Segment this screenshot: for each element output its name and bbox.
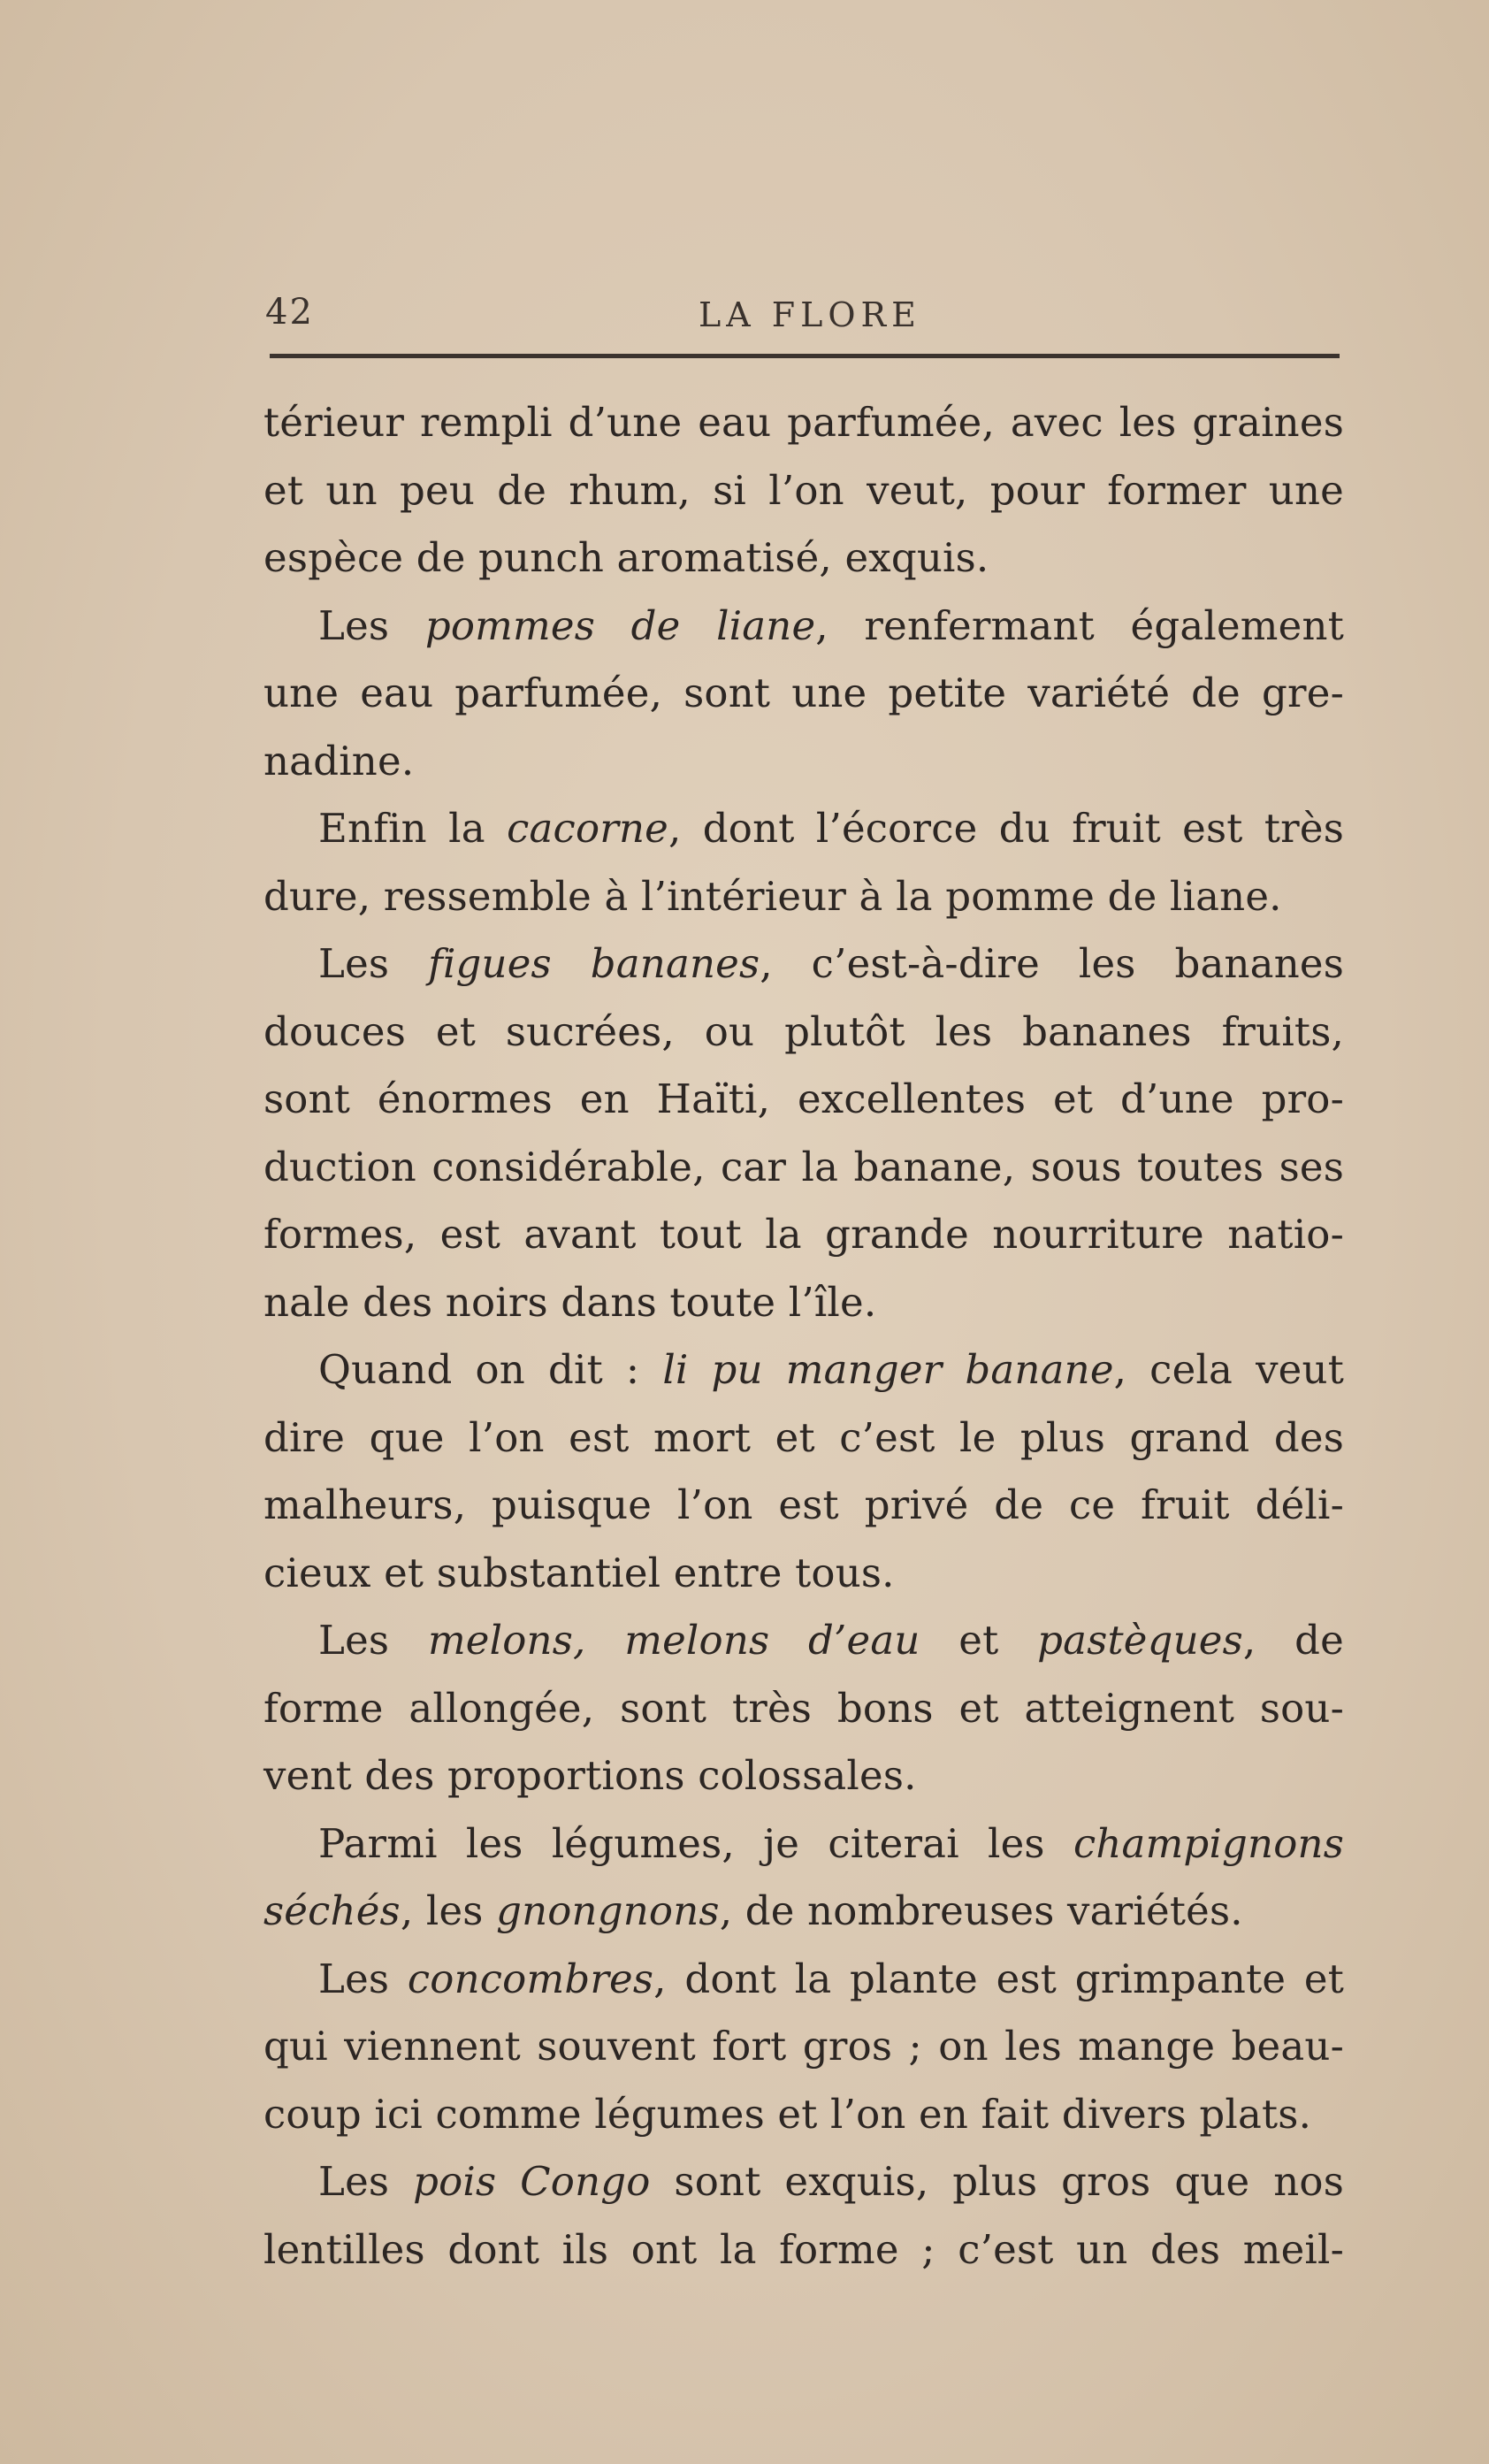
text-line: forme allongée, sont très bons et atteignent sou- bbox=[263, 1684, 1344, 1732]
text-segment: , dont la plante est grimpante et bbox=[653, 1955, 1344, 2002]
italic-term: concombres bbox=[407, 1955, 654, 2002]
text-line: nale des noirs dans toute l’île. bbox=[263, 1278, 877, 1326]
text-line: térieur rempli d’une eau parfumée, avec les graines bbox=[263, 399, 1344, 446]
text-line: lentilles dont ils ont la forme ; c’est un des meil- bbox=[263, 2225, 1344, 2273]
text-segment: , les bbox=[400, 1887, 497, 1934]
text-line bbox=[263, 2148, 1344, 2216]
text-line: coup ici comme légumes et l’on en fait divers plats. bbox=[263, 2090, 1312, 2138]
italic-term: li pu manger banane bbox=[662, 1346, 1114, 1393]
italic-term: figues bananes bbox=[428, 940, 760, 987]
header-rule bbox=[270, 354, 1340, 358]
text-line bbox=[263, 1878, 1344, 1946]
text-line bbox=[263, 593, 1344, 661]
text-line: dure, ressemble à l’intérieur à la pomme de liane. bbox=[263, 872, 1282, 920]
italic-term: pastèques bbox=[1037, 1617, 1243, 1664]
text-line: douces et sucrées, ou plutôt les bananes fruits, bbox=[263, 1007, 1344, 1055]
text-segment: et bbox=[920, 1617, 1038, 1664]
text-line: espèce de punch aromatisé, exquis. bbox=[263, 534, 989, 581]
text-segment: Parmi les légumes, je citerai les bbox=[318, 1819, 1073, 1867]
text-segment: , de bbox=[1242, 1617, 1344, 1664]
text-segment: , de nombreuses variétés. bbox=[719, 1887, 1243, 1934]
page-number: 42 bbox=[265, 292, 314, 333]
text-segment: , cela veut bbox=[1113, 1346, 1344, 1393]
text-segment: Les bbox=[318, 2158, 414, 2205]
text-line bbox=[263, 930, 1344, 999]
text-segment: Les bbox=[318, 1617, 428, 1664]
italic-term: champignons bbox=[1073, 1819, 1344, 1867]
text-line: nadine. bbox=[263, 737, 415, 784]
text-segment: , c’est-à-dire les bananes bbox=[760, 940, 1344, 987]
text-line bbox=[263, 1336, 1344, 1404]
text-segment: , dont l’écorce du fruit est très bbox=[668, 805, 1344, 852]
text-line bbox=[263, 1607, 1344, 1675]
body-text bbox=[263, 389, 1344, 2284]
text-line: malheurs, puisque l’on est privé de ce fruit déli- bbox=[263, 1481, 1344, 1528]
italic-term: pois Congo bbox=[413, 2158, 651, 2205]
text-line: duction considérable, car la banane, sous toutes ses bbox=[263, 1143, 1344, 1190]
text-line: formes, est avant tout la grande nourriture natio- bbox=[263, 1211, 1344, 1258]
text-line: une eau parfumée, sont une petite variété de gre- bbox=[263, 670, 1344, 716]
text-line bbox=[263, 1946, 1344, 2014]
italic-term: séchés bbox=[263, 1887, 401, 1934]
italic-term: melons, melons d’eau bbox=[427, 1617, 920, 1664]
text-segment: Quand on dit : bbox=[318, 1346, 663, 1393]
text-segment: Les bbox=[318, 940, 429, 987]
text-segment: Enfin la bbox=[318, 805, 508, 852]
text-line: cieux et substantiel entre tous. bbox=[263, 1549, 895, 1596]
running-title: LA FLORE bbox=[699, 295, 921, 334]
italic-term: cacorne bbox=[507, 805, 668, 852]
italic-term: pommes de liane bbox=[424, 601, 816, 649]
text-segment: Les bbox=[318, 601, 425, 649]
text-line: et un peu de rhum, si l’on veut, pour former une bbox=[263, 466, 1344, 514]
page-header bbox=[265, 292, 1340, 354]
text-line bbox=[263, 1810, 1344, 1879]
text-line: sont énormes en Haïti, excellentes et d’une pro- bbox=[263, 1075, 1344, 1122]
text-segment: sont exquis, plus gros que nos bbox=[650, 2158, 1345, 2205]
text-segment: Les bbox=[318, 1955, 408, 2002]
italic-term: gnongnons bbox=[496, 1887, 720, 1934]
text-segment: , renfermant également bbox=[815, 601, 1344, 649]
text-line bbox=[263, 795, 1344, 863]
text-line: qui viennent souvent fort gros ; on les mange beau- bbox=[263, 2023, 1344, 2070]
text-line: dire que l’on est mort et c’est le plus grand des bbox=[263, 1413, 1344, 1461]
text-line: vent des proportions colossales. bbox=[263, 1752, 917, 1799]
